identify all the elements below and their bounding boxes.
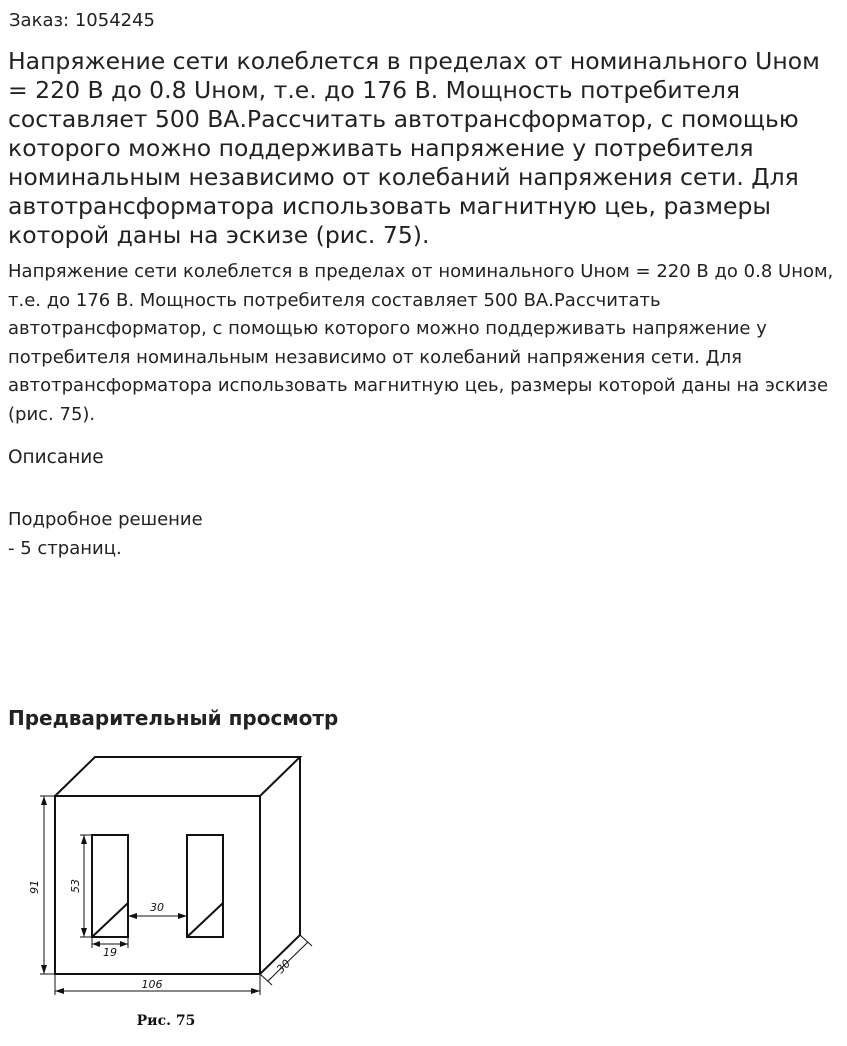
- solution-info: [8, 506, 203, 563]
- dim-depth-label: 30: [273, 956, 294, 977]
- dim-window-width-label: 19: [103, 946, 117, 959]
- dim-gap-label: 30: [150, 901, 164, 914]
- problem-description: Напряжение сети колеблется в пределах от номинального Uном = 220 В до 0.8 Uном, т.е. до 176 В. Мощность потребителя составляет 500 ВА.Рассчитать автотрансформатор, с помощью которого можно поддерживать напряжение у потребителя номинальным независимо от колебаний напряжения сети. Для автотрансформатора использовать магнитную цеь, размеры которой даны на эскизе (рис. 75).: [8, 261, 834, 425]
- core-window-right: [187, 835, 223, 937]
- order-number: 1054245: [74, 10, 156, 31]
- preview-heading: Предварительный просмотр: [8, 706, 339, 730]
- problem-title: Напряжение сети колеблется в пределах от номинального Uном = 220 В до 0.8 Uном, т.е. до 176 В. Мощность потребителя составляет 500 ВА.Рассчитать автотрансформатор, с помощью которого можно поддерживать напряжение у потребителя номинальным независимо от колебаний напряжения сети. Для автотрансформатора использовать магнитную цеь, размеры которой даны на эскизе (рис. 75).: [8, 47, 820, 249]
- figure-caption: Рис. 75: [136, 1013, 196, 1029]
- order-line: [9, 9, 155, 33]
- core-top-face: [55, 757, 300, 796]
- window-left-diagonal: [92, 903, 128, 937]
- dim-height-label: 91: [28, 880, 41, 894]
- dim-window-height-label: 53: [69, 879, 82, 893]
- window-right-diagonal: [187, 903, 223, 937]
- core-front-face: [55, 796, 260, 974]
- solution-line-2: - 5 страниц.: [8, 537, 122, 559]
- solution-line-1: Подробное решение: [8, 509, 203, 530]
- magnetic-core-sketch: [0, 745, 340, 1040]
- core-window-left: [92, 835, 128, 937]
- order-label: Заказ:: [9, 10, 70, 31]
- preview-figure: [0, 745, 340, 1040]
- dim-width-label: 106: [141, 978, 163, 991]
- description-label: Описание: [8, 447, 104, 468]
